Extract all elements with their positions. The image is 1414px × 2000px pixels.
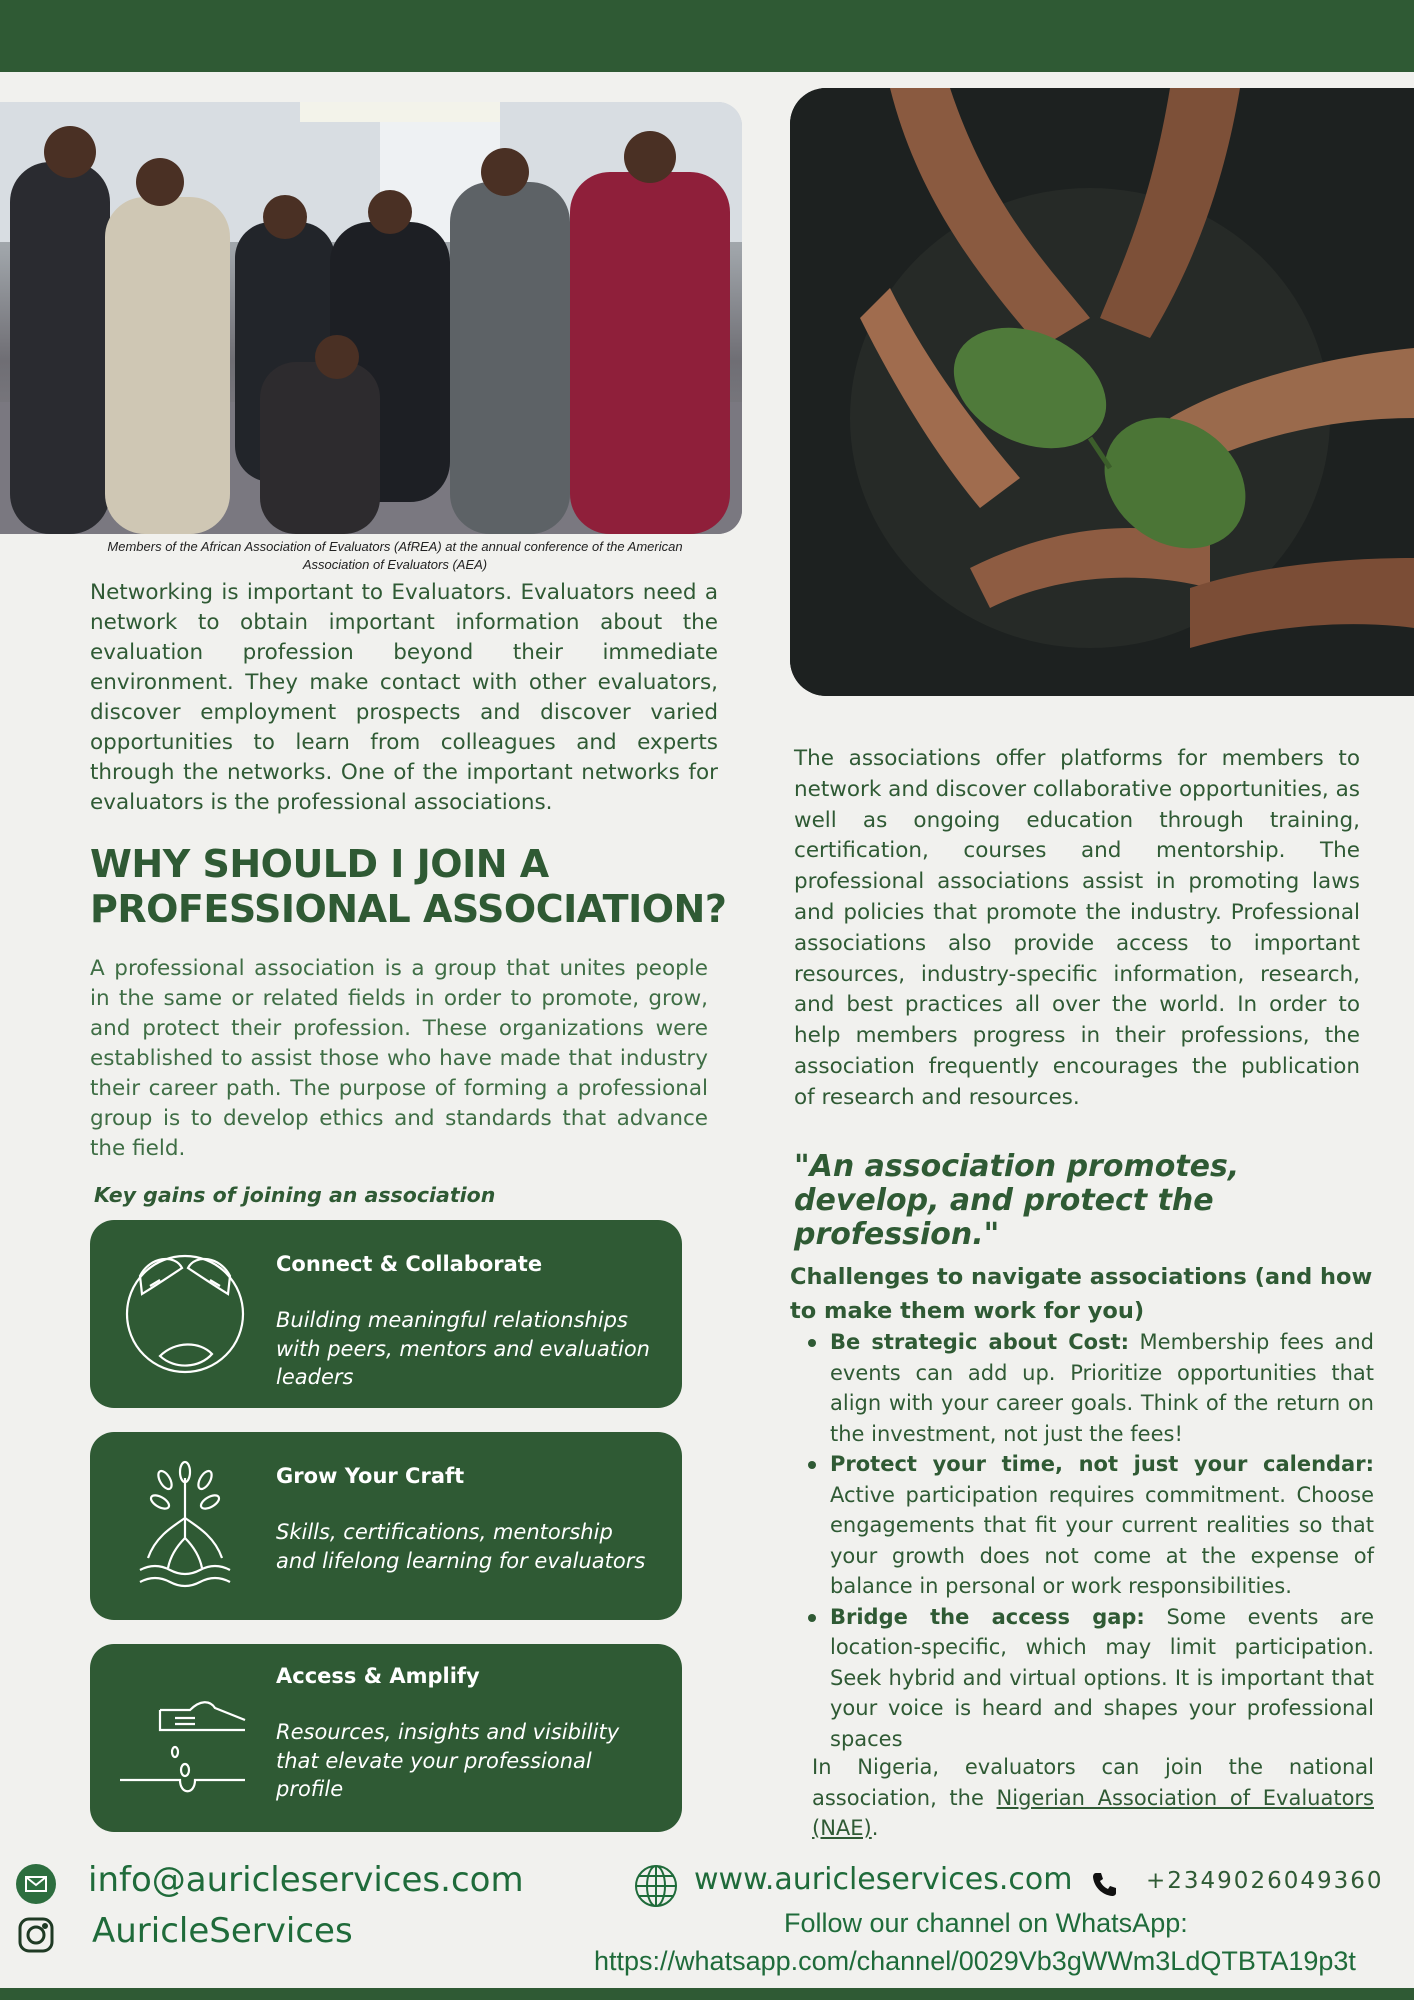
list-item (830, 1327, 1374, 1449)
challenge-text: Some events are location-specific, which may limit participation. Seek hybrid and virtual options. It is important that your voice is heard and shapes your professional spaces (830, 1604, 1374, 1751)
email-icon (16, 1864, 56, 1904)
whatsapp-label: Follow our channel on WhatsApp: (784, 1908, 1188, 1938)
photo-caption: Members of the African Association of Evaluators (AfREA) at the annual conference of the American Association of Evaluators (AEA) (107, 539, 683, 572)
challenge-lead: Be strategic about Cost: (830, 1330, 1130, 1354)
intro-paragraph: Networking is important to Evaluators. Evaluators need a network to obtain important information about the evaluation profession beyond their immediate environment. They make contact with other evaluators, discover employment prospects and discover varied opportunities to learn from colleagues and experts through the networks. One of the important networks for evaluators is the professional associations. (90, 580, 718, 815)
challenges-list (830, 1327, 1374, 1754)
whatsapp-link[interactable]: https://whatsapp.com/channel/0029Vb3gWWm3LdQTBTA19p3t (594, 1946, 1356, 1976)
gain-card-title: Grow Your Craft (276, 1464, 465, 1488)
plant-roots-icon (120, 1458, 250, 1594)
phone-icon (1090, 1870, 1118, 1898)
footer-website[interactable]: www.auricleservices.com (694, 1862, 1073, 1897)
gain-card-grow (90, 1432, 682, 1620)
top-banner (0, 0, 1414, 72)
gains-title: Key gains of joining an association (94, 1183, 496, 1207)
challenges-title: Challenges to navigate associations (and how to make them work for you) (790, 1264, 1373, 1324)
list-item (830, 1602, 1374, 1755)
gain-card-title: Access & Amplify (276, 1664, 480, 1688)
group-photo (0, 102, 742, 534)
hand-drop-icon (120, 1670, 250, 1806)
challenge-lead: Protect your time, not just your calendar: (830, 1452, 1374, 1476)
hands-circle-icon (120, 1246, 250, 1382)
definition-paragraph: A professional association is a group that unites people in the same or related fields in order to promote, grow, and protect their profession. These organizations were established to assist those who have made that industry their career path. The purpose of forming a professional group is to develop ethics and standards that advance the field. (90, 956, 708, 1161)
challenge-lead: Bridge the access gap: (830, 1604, 1145, 1629)
gain-card-access (90, 1644, 682, 1832)
gain-card-desc: Building meaningful relationships with peers, mentors and evaluation leaders (276, 1308, 650, 1389)
gain-card-desc: Skills, certifications, mentorship and lifelong learning for evaluators (276, 1520, 646, 1573)
list-item (830, 1449, 1374, 1602)
gain-card-connect (90, 1220, 682, 1408)
hands-plant-photo (790, 88, 1414, 696)
associations-paragraph: The associations offer platforms for members to network and discover collaborative opportunities, as well as ongoing education through training, certification, courses and mentorship. The professional associations assist in promoting laws and policies that promote the industry. Professional associations also provide access to important resources, industry-specific information, research, and best practices all over the world. In order to help members progress in their professions, the association frequently encourages the publication of research and resources. (794, 746, 1360, 1110)
challenge-text: Active participation requires commitment. Choose engagements that fit your current realities so that your growth does not come at the expense of balance in personal or work responsibilities. (830, 1482, 1374, 1598)
instagram-icon (16, 1915, 56, 1955)
nae-link[interactable]: Nigerian Association of Evaluators (NAE) (812, 1785, 1374, 1840)
gain-card-title: Connect & Collaborate (276, 1252, 543, 1276)
footer-phone[interactable]: +2349026049360 (1146, 1868, 1384, 1894)
challenge-text: Membership fees and events can add up. Prioritize opportunities that align with your career goals. Think of the return on the investment, not just the fees! (830, 1330, 1374, 1446)
pull-quote: "An association promotes, develop, and protect the profession." (794, 1149, 1240, 1252)
nigeria-paragraph (812, 1752, 1374, 1844)
footer-email[interactable]: info@auricleservices.com (88, 1860, 524, 1900)
bottom-banner (0, 1988, 1414, 2000)
heading-line-2: PROFESSIONAL ASSOCIATION? (90, 887, 727, 931)
footer-instagram[interactable]: AuricleServices (92, 1911, 353, 1951)
nigeria-prefix: In Nigeria, evaluators can join the national association, the (812, 1755, 1374, 1810)
nigeria-suffix: . (871, 1816, 879, 1840)
globe-icon (632, 1862, 680, 1910)
page-heading (90, 842, 770, 932)
heading-line-1: WHY SHOULD I JOIN A (90, 842, 549, 886)
gain-card-desc: Resources, insights and visibility that elevate your professional profile (276, 1720, 620, 1801)
